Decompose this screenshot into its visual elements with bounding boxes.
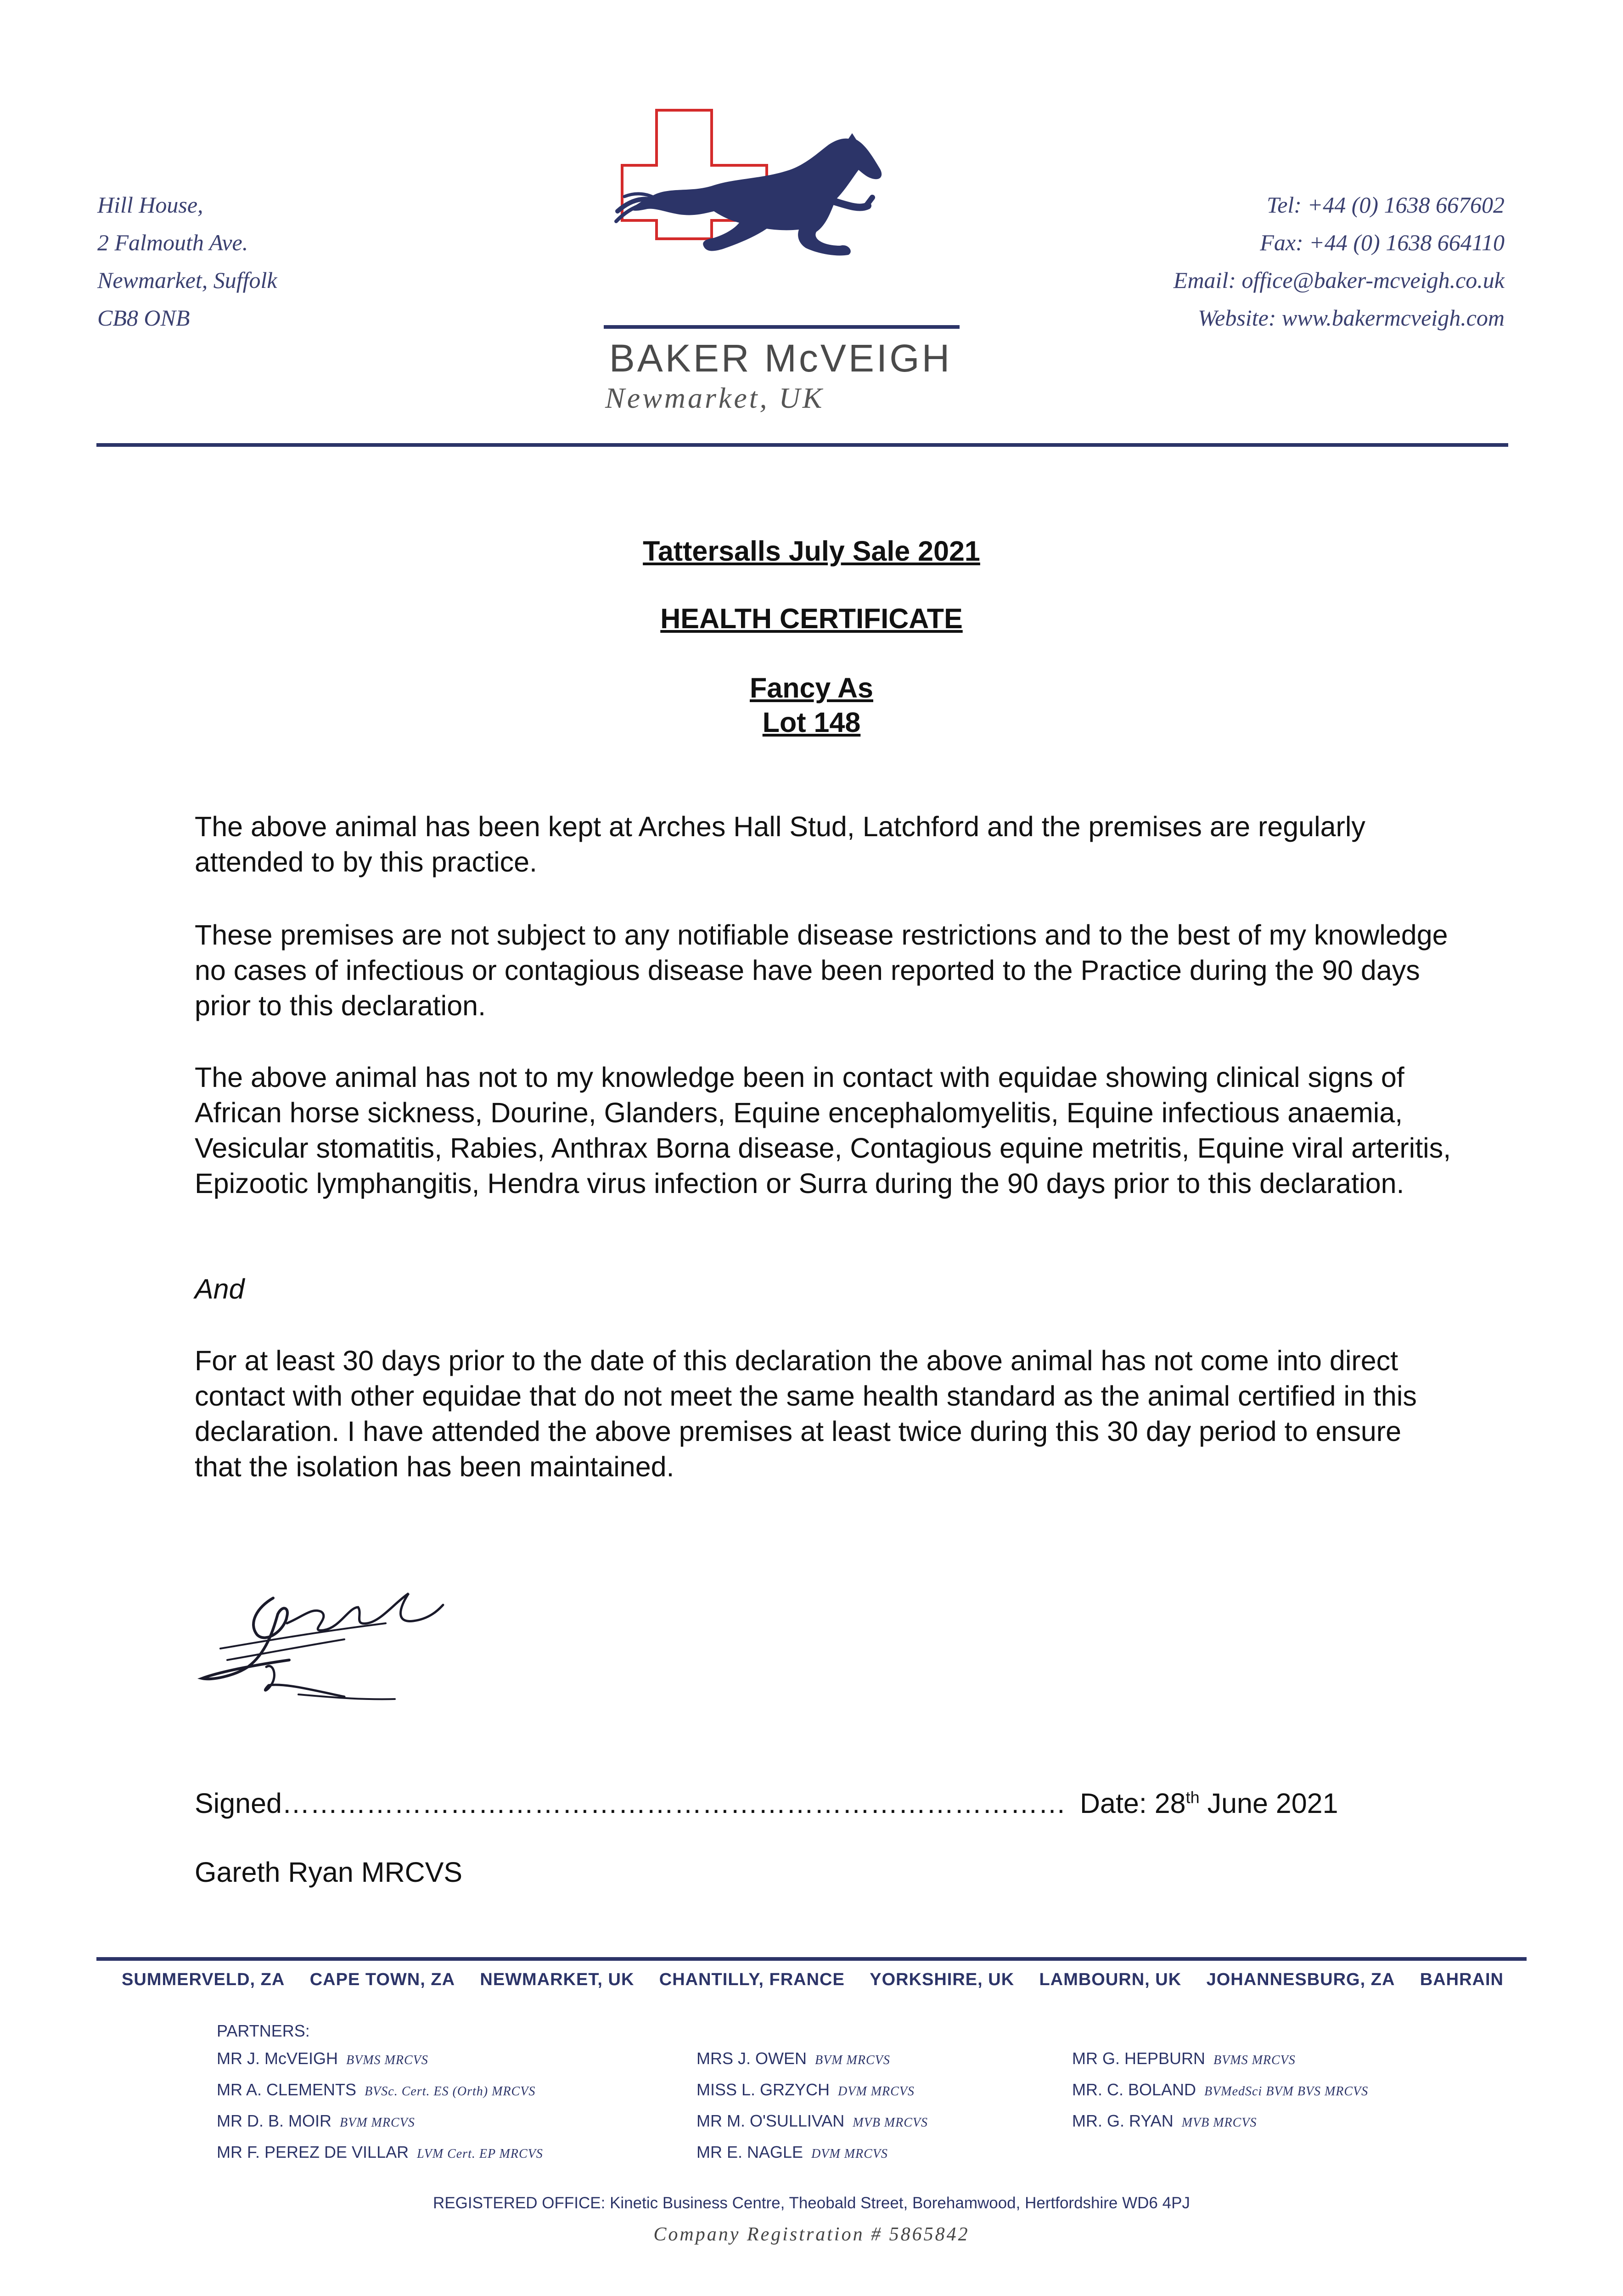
partner-entry [696, 2111, 928, 2143]
partner-qualification: MVB MRCVS [1181, 2116, 1257, 2130]
partners-column-3 [1072, 2049, 1368, 2143]
partner-name: MR. G. RYAN [1072, 2111, 1174, 2130]
paragraph-premises: The above animal has been kept at Arches Hall Stud, Latchford and the premises are regularly attended to by this practice. [195, 811, 1365, 878]
sale-title: Tattersalls July Sale 2021 [643, 535, 980, 567]
location: CAPE TOWN, ZA [309, 1970, 455, 1989]
signature-scribble [193, 1580, 450, 1713]
horse-name: Fancy As [750, 672, 873, 703]
partner-entry [217, 2143, 543, 2174]
practice-contacts [1000, 186, 1505, 337]
partner-name: MR F. PEREZ DE VILLAR [217, 2143, 409, 2161]
address-line: Hill House, [97, 192, 203, 218]
paragraph-isolation: For at least 30 days prior to the date of this declaration the above animal has not come into direct contact with other equidae that do not meet the same health standard as the animal certified in this declaration. I have attended the above premises at least twice during this 30 day period to ensure that the isolation has been maintained. [195, 1345, 1417, 1482]
partner-qualification: BVSc. Cert. ES (Orth) MRCVS [365, 2084, 536, 2099]
practice-address [97, 186, 419, 337]
office-locations [122, 1970, 1504, 1990]
date-ordinal: th [1185, 1788, 1200, 1807]
partner-name: MR. C. BOLAND [1072, 2080, 1196, 2099]
partner-entry [1072, 2080, 1368, 2111]
partner-qualification: DVM MRCVS [811, 2147, 888, 2161]
partner-name: MISS L. GRZYCH [696, 2080, 830, 2099]
contact-line: Email: office@baker-mcveigh.co.uk [1173, 267, 1505, 293]
partner-entry [217, 2080, 543, 2111]
partner-name: MRS J. OWEN [696, 2049, 807, 2068]
partner-qualification: LVM Cert. EP MRCVS [417, 2147, 543, 2161]
location: CHANTILLY, FRANCE [659, 1970, 845, 1989]
footer-divider [96, 1957, 1527, 1961]
contact-line: Fax: +44 (0) 1638 664110 [1260, 230, 1505, 255]
contact-line: Tel: +44 (0) 1638 667602 [1267, 192, 1505, 218]
partner-name: MR E. NAGLE [696, 2143, 803, 2161]
partners-column-2 [696, 2049, 928, 2174]
partner-name: MR A. CLEMENTS [217, 2080, 357, 2099]
partner-entry [1072, 2111, 1368, 2143]
lot-number: Lot 148 [762, 707, 861, 738]
signatory-name: Gareth Ryan MRCVS [195, 1857, 463, 1888]
location: JOHANNESBURG, ZA [1206, 1970, 1395, 1989]
partner-qualification: BVMS MRCVS [1213, 2053, 1296, 2067]
brand-location: Newmarket, UK [605, 382, 825, 414]
partner-entry [696, 2143, 928, 2174]
paragraph-contact-diseases: The above animal has not to my knowledge been in contact with equidae showing clinical signs of African horse sickness, Dourine, Glanders, Equine encephalomyelitis, Equine infectious anaemia, Vesicular stomatitis, Rabies, Anthrax Borna disease, Contagious equine metritis, Equine viral arteritis, Epizootic lymphangitis, Hendra virus infection or Surra during the 90 days prior to this declaration. [195, 1062, 1451, 1199]
certificate-date [1080, 1787, 1338, 1819]
address-line: 2 Falmouth Ave. [97, 230, 248, 255]
address-line: Newmarket, Suffolk [97, 267, 277, 293]
partner-entry [696, 2080, 928, 2111]
brand-name: BAKER McVEIGH [609, 337, 952, 380]
header-divider [96, 443, 1508, 447]
partner-qualification: BVM MRCVS [815, 2053, 890, 2067]
partner-name: MR G. HEPBURN [1072, 2049, 1206, 2068]
partner-name: MR J. McVEIGH [217, 2049, 338, 2068]
partners-column-1 [217, 2049, 543, 2174]
location: BAHRAIN [1420, 1970, 1504, 1989]
partner-qualification: BVMedSci BVM BVS MRCVS [1204, 2084, 1369, 2099]
registered-office: REGISTERED OFFICE: Kinetic Business Centre, Theobald Street, Borehamwood, Hertfordshire WD6 4PJ [433, 2194, 1190, 2212]
location: LAMBOURN, UK [1039, 1970, 1182, 1989]
partner-qualification: MVB MRCVS [853, 2116, 928, 2130]
partner-qualification: BVM MRCVS [340, 2116, 415, 2130]
paragraph-restrictions: These premises are not subject to any notifiable disease restrictions and to the best of my knowledge no cases of infectious or contagious disease have been reported to the Practice during the 90 days prior to this declaration. [195, 919, 1448, 1021]
contact-line: Website: www.bakermcveigh.com [1198, 305, 1505, 331]
partner-entry [696, 2049, 928, 2080]
partner-entry [217, 2049, 543, 2080]
partner-qualification: BVMS MRCVS [346, 2053, 428, 2067]
date-rest: June 2021 [1199, 1788, 1338, 1819]
location: NEWMARKET, UK [480, 1970, 635, 1989]
location: SUMMERVELD, ZA [122, 1970, 285, 1989]
partner-name: MR D. B. MOIR [217, 2111, 331, 2130]
paragraph-and: And [195, 1273, 245, 1305]
partners-label: PARTNERS: [217, 2021, 310, 2040]
certificate-title: HEALTH CERTIFICATE [660, 603, 963, 634]
partner-qualification: DVM MRCVS [838, 2084, 915, 2099]
address-line: CB8 ONB [97, 305, 190, 331]
company-registration: Company Registration # 5865842 [653, 2224, 970, 2245]
partner-entry [217, 2111, 543, 2143]
location: YORKSHIRE, UK [870, 1970, 1015, 1989]
partner-name: MR M. O'SULLIVAN [696, 2111, 845, 2130]
signed-line: Signed………………………………………………………………………… [195, 1788, 1066, 1819]
partner-entry [1072, 2049, 1368, 2080]
date-prefix: Date: 28 [1080, 1788, 1186, 1819]
